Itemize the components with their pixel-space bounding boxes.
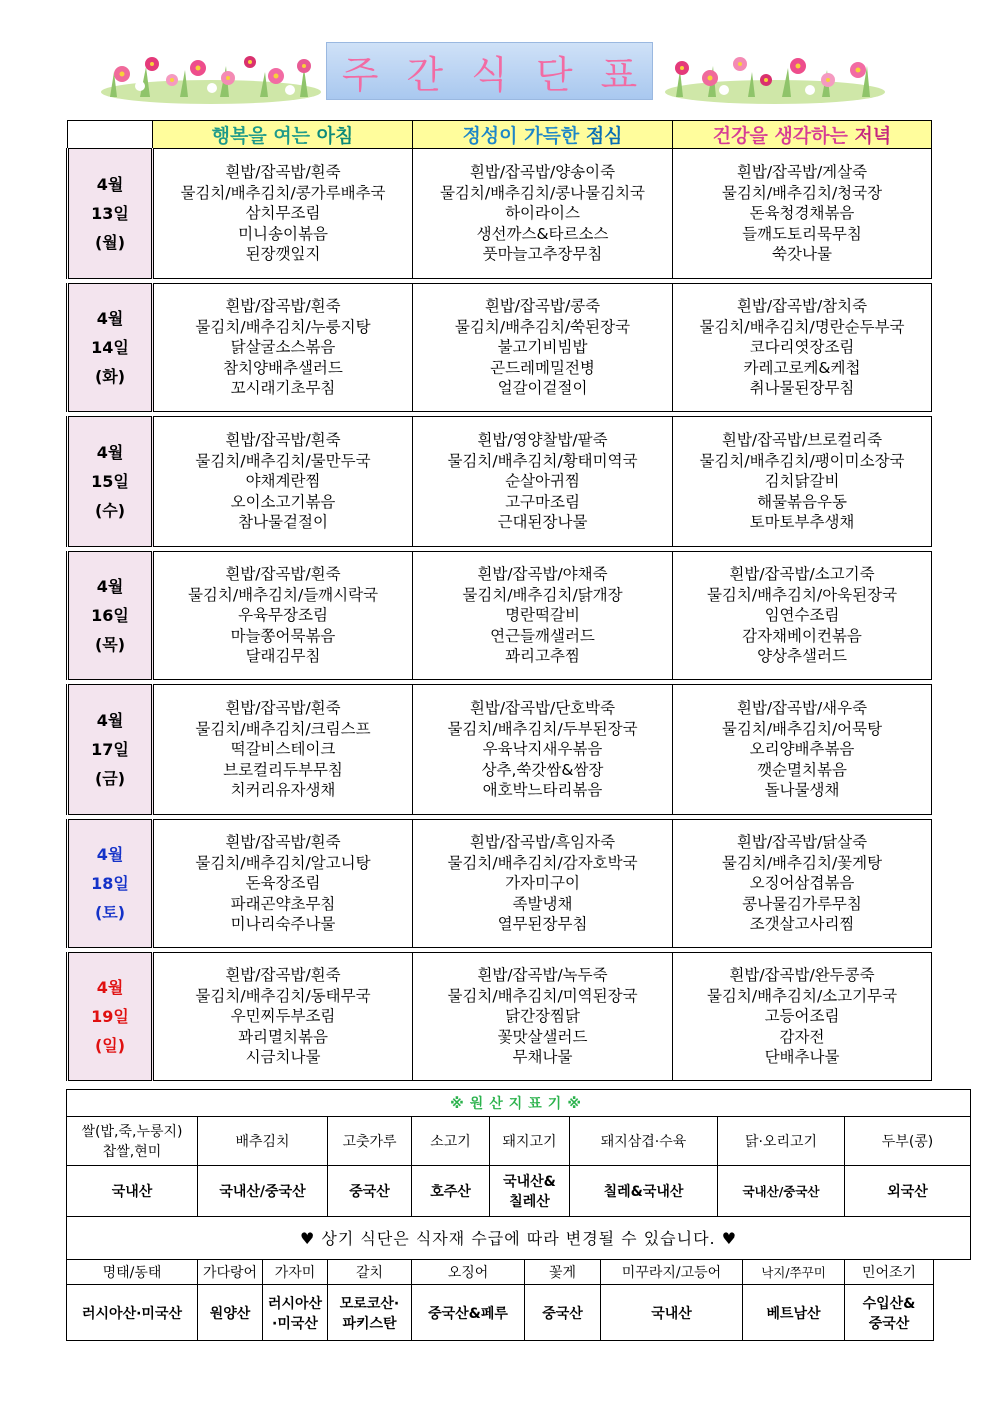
menu-item: 족발냉채 [512, 894, 573, 913]
origin-label-squid: 오징어 [412, 1259, 525, 1284]
header-dinner: 건강을 생각하는 저녁 [673, 121, 932, 149]
menu-item: 물김치/배추김치/명란순두부국 [699, 317, 905, 336]
origin-label-rice: 쌀(밥,죽,누룽지) 찹쌀,현미 [67, 1117, 198, 1166]
lunch-menu-cell [413, 685, 673, 815]
day-row [68, 552, 932, 680]
dinner-menu-cell [673, 284, 932, 412]
menu-item: 얼갈이겉절이 [497, 379, 588, 398]
menu-item: 꽃맛살샐러드 [497, 1027, 588, 1046]
menu-item: 흰밥/잡곡밥/양송이죽 [469, 163, 616, 182]
day-dow: (목) [94, 635, 126, 654]
menu-item: 물김치/배추김치/콩가루배추국 [180, 183, 386, 202]
menu-item: 흰밥/잡곡밥/소고기죽 [729, 565, 875, 584]
day-dow: (일) [94, 1036, 126, 1055]
menu-item: 우육무장조림 [238, 606, 328, 625]
menu-item: 물김치/배추김치/크림스프 [195, 719, 371, 738]
day-row [68, 685, 932, 815]
origin-title: ※원산지표기※ [67, 1090, 971, 1117]
menu-item: 감자채베이컨볶음 [742, 626, 862, 645]
origin-value-tofu: 외국산 [845, 1166, 971, 1217]
menu-item: 흰밥/잡곡밥/새우죽 [736, 699, 868, 718]
day-date: 13일 [91, 204, 129, 223]
menu-item: 카레고로케&케첩 [743, 358, 861, 377]
menu-item: 흰밥/잡곡밥/흰죽 [225, 833, 341, 852]
origin-label-kimchi: 배추김치 [198, 1117, 328, 1166]
lunch-menu-cell [413, 417, 673, 547]
menu-item: 고구마조림 [505, 492, 580, 511]
menu-item: 참나물겉절이 [238, 513, 328, 532]
menu-item: 취나물된장무침 [749, 379, 855, 398]
menu-item: 흰밥/잡곡밥/단호박죽 [469, 699, 616, 718]
breakfast-menu-cell [153, 149, 413, 279]
breakfast-menu-cell [153, 417, 413, 547]
menu-item: 닭살굴소스볶음 [230, 338, 336, 357]
origin-label-poultry: 닭·오리고기 [718, 1117, 845, 1166]
origin-label-loach-mackerel: 미꾸라지/고등어 [601, 1259, 743, 1284]
origin-value-crab: 중국산 [525, 1285, 601, 1341]
menu-item: 돌나물생채 [764, 781, 840, 800]
origin-value-pork-belly: 칠레&국내산 [570, 1166, 718, 1217]
origin-label-pork-belly: 돼지삼겹·수육 [570, 1117, 718, 1166]
breakfast-menu-cell [153, 284, 413, 412]
day-row [68, 417, 932, 547]
menu-item: 하이라이스 [505, 204, 580, 223]
origin-value-pork: 국내산& 칠레산 [490, 1166, 570, 1217]
menu-header-row [68, 121, 932, 149]
menu-item: 흰밥/잡곡밥/야채죽 [477, 565, 608, 584]
dinner-menu-cell [673, 820, 932, 948]
day-dow: (수) [94, 501, 126, 520]
origin-value-hairtail: 모로코산· 파키스탄 [328, 1285, 412, 1341]
origin-label-croaker: 민어조기 [845, 1259, 934, 1284]
menu-item: 상추,쑥갓쌈&쌈장 [481, 760, 604, 779]
menu-item: 우민찌두부조림 [230, 1007, 336, 1026]
menu-item: 흰밥/영양찰밥/팥죽 [477, 431, 608, 450]
menu-item: 브로컬리두부무침 [223, 760, 343, 779]
menu-item: 콩나물김가루무침 [742, 894, 862, 913]
breakfast-menu-cell [153, 552, 413, 680]
menu-item: 물김치/배추김치/콩나물김치국 [439, 183, 646, 202]
day-date: 16일 [91, 606, 129, 625]
origin-value-beef: 호주산 [412, 1166, 490, 1217]
menu-item: 미나리숙주나물 [230, 915, 336, 934]
day-label [68, 149, 153, 279]
menu-item: 명란떡갈비 [505, 606, 580, 625]
origin-label-hairtail: 갈치 [328, 1259, 412, 1284]
dinner-menu-cell [673, 552, 932, 680]
menu-item: 흰밥/잡곡밥/참치죽 [736, 297, 868, 316]
header-breakfast: 행복을 여는 아침 [153, 121, 413, 149]
page-title: 주간식단표 [341, 52, 666, 97]
dinner-menu-cell [673, 953, 932, 1081]
menu-item: 흰밥/잡곡밥/게살죽 [736, 163, 868, 182]
day-month: 4월 [96, 845, 124, 864]
menu-item: 파래곤약초무침 [230, 894, 336, 913]
menu-body [68, 149, 932, 1081]
breakfast-menu-cell [153, 685, 413, 815]
menu-item: 물김치/배추김치/소고기무국 [706, 986, 898, 1005]
menu-item: 물김치/배추김치/감자호박국 [447, 853, 638, 872]
day-dow: (화) [94, 367, 126, 386]
lunch-menu-cell [413, 820, 673, 948]
origin-table [66, 1089, 971, 1341]
menu-item: 생선까스&타르소스 [476, 224, 609, 243]
day-row [68, 820, 932, 948]
menu-item: 물김치/배추김치/동태무국 [195, 986, 371, 1005]
menu-item: 토마토부추생채 [749, 513, 855, 532]
day-month: 4월 [96, 711, 124, 730]
menu-item: 물김치/배추김치/들깨시락국 [187, 585, 379, 604]
day-month: 4월 [96, 175, 124, 194]
menu-item: 물김치/배추김치/물만두국 [195, 451, 371, 470]
menu-item: 떡갈비스테이크 [230, 740, 336, 759]
origin-label-pepper: 고춧가루 [328, 1117, 412, 1166]
day-row [68, 149, 932, 279]
menu-item: 코다리엿장조림 [749, 338, 855, 357]
day-dow: (금) [94, 769, 126, 788]
menu-item: 물김치/배추김치/어묵탕 [721, 719, 883, 738]
menu-item: 근대된장나물 [497, 513, 588, 532]
day-dow: (토) [94, 903, 126, 922]
menu-item: 무채나물 [512, 1048, 573, 1067]
menu-item: 애호박느타리볶음 [482, 781, 603, 800]
page-title-banner [326, 42, 666, 100]
menu-item: 열무된장무침 [497, 915, 588, 934]
menu-item: 고등어조림 [764, 1007, 840, 1026]
origin-value-pepper: 중국산 [328, 1166, 412, 1217]
header-corner [68, 121, 153, 149]
menu-item: 흰밥/잡곡밥/콩죽 [484, 297, 601, 316]
menu-item: 물김치/배추김치/알고니탕 [195, 853, 371, 872]
day-label [68, 284, 153, 412]
menu-item: 물김치/배추김치/황태미역국 [447, 451, 638, 470]
day-label [68, 953, 153, 1081]
menu-item: 닭간장찜닭 [505, 1007, 580, 1026]
menu-item: 달래김무침 [245, 647, 321, 666]
day-label [68, 417, 153, 547]
origin-label-octopus: 낙지/쭈꾸미 [743, 1259, 845, 1284]
menu-item: 양상추샐러드 [757, 647, 847, 666]
day-dow: (월) [94, 233, 126, 252]
origin-label-skipjack: 가다랑어 [198, 1259, 263, 1284]
origin-value-kimchi: 국내산/중국산 [198, 1166, 328, 1217]
origin-label-pollack: 명태/동태 [67, 1259, 198, 1284]
menu-change-notice: ♥ 상기 식단은 식자재 수급에 따라 변경될 수 있습니다. ♥ [67, 1216, 971, 1259]
menu-item: 흰밥/잡곡밥/흰죽 [225, 297, 341, 316]
menu-item: 물김치/배추김치/닭개장 [462, 585, 623, 604]
lunch-menu-cell [413, 552, 673, 680]
day-date: 15일 [91, 472, 129, 491]
menu-item: 흰밥/잡곡밥/흰죽 [225, 565, 341, 584]
origin-value-pollack: 러시아산·미국산 [67, 1285, 198, 1341]
menu-item: 물김치/배추김치/꽃게탕 [721, 853, 883, 872]
menu-item: 치커리유자생채 [230, 781, 336, 800]
menu-item: 가자미구이 [505, 874, 580, 893]
origin-label-pork: 돼지고기 [490, 1117, 570, 1166]
menu-item: 돈육장조림 [245, 874, 321, 893]
flower-decoration-right [664, 52, 886, 104]
menu-item: 마늘쫑어묵볶음 [230, 626, 336, 645]
menu-item: 물김치/배추김치/쑥된장국 [454, 317, 631, 336]
menu-item: 삼치무조림 [245, 204, 321, 223]
menu-item: 꽈리고추찜 [505, 647, 580, 666]
heart-icon: ♥ [299, 1229, 316, 1249]
day-label [68, 552, 153, 680]
day-label [68, 820, 153, 948]
menu-item: 돈육청경채볶음 [749, 204, 855, 223]
menu-item: 물김치/배추김치/두부된장국 [447, 719, 638, 738]
origin-label-flatfish: 가자미 [263, 1259, 328, 1284]
breakfast-menu-cell [153, 953, 413, 1081]
dinner-menu-cell [673, 417, 932, 547]
menu-item: 물김치/배추김치/팽이미소장국 [699, 451, 905, 470]
menu-item: 미니송이볶음 [238, 224, 328, 243]
dinner-menu-cell [673, 685, 932, 815]
menu-item: 물김치/배추김치/아욱된장국 [706, 585, 898, 604]
flower-decoration-left [100, 52, 322, 104]
day-month: 4월 [96, 443, 124, 462]
day-date: 18일 [91, 874, 129, 893]
menu-item: 야채계란찜 [245, 472, 321, 491]
day-row [68, 953, 932, 1081]
menu-item: 흰밥/잡곡밥/흑임자죽 [469, 833, 616, 852]
menu-item: 들깨도토리묵무침 [742, 224, 862, 243]
menu-item: 참치양배추샐러드 [223, 358, 343, 377]
weekly-menu-table [66, 120, 932, 1081]
breakfast-menu-cell [153, 820, 413, 948]
lunch-menu-cell [413, 953, 673, 1081]
menu-item: 연근들깨샐러드 [490, 626, 595, 645]
dinner-menu-cell [673, 149, 932, 279]
menu-item: 흰밥/잡곡밥/흰죽 [225, 699, 341, 718]
menu-item: 흰밥/잡곡밥/녹두죽 [477, 966, 608, 985]
menu-item: 해물볶음우동 [757, 492, 847, 511]
menu-item: 꽈리멸치볶음 [238, 1027, 328, 1046]
menu-item: 우육낙지새우볶음 [482, 740, 603, 759]
menu-item: 곤드레메밀전병 [490, 358, 595, 377]
menu-item: 단배추나물 [764, 1048, 840, 1067]
menu-item: 오이소고기볶음 [230, 492, 336, 511]
menu-item: 감자전 [779, 1027, 825, 1046]
day-date: 14일 [91, 338, 129, 357]
day-date: 19일 [91, 1007, 129, 1026]
day-month: 4월 [96, 978, 124, 997]
menu-item: 흰밥/잡곡밥/완두콩죽 [729, 966, 875, 985]
day-label [68, 685, 153, 815]
origin-value-croaker: 수입산& 중국산 [845, 1285, 934, 1341]
menu-item: 오징어삼겹볶음 [749, 874, 855, 893]
menu-item: 불고기비빔밥 [497, 338, 588, 357]
origin-value-octopus: 베트남산 [743, 1285, 845, 1341]
menu-item: 흰밥/잡곡밥/흰죽 [225, 163, 341, 182]
day-month: 4월 [96, 577, 124, 596]
menu-item: 시금치나물 [245, 1048, 321, 1067]
menu-item: 깻순멸치볶음 [757, 760, 847, 779]
origin-value-skipjack: 원양산 [198, 1285, 263, 1341]
menu-item: 흰밥/잡곡밥/흰죽 [225, 431, 341, 450]
header-lunch: 정성이 가득한 점심 [413, 121, 673, 149]
menu-item: 순살아귀찜 [505, 472, 580, 491]
menu-item: 김치닭갈비 [764, 472, 840, 491]
origin-value-squid: 중국산&페루 [412, 1285, 525, 1341]
day-row [68, 284, 932, 412]
origin-label-crab: 꽃게 [525, 1259, 601, 1284]
origin-value-flatfish: 러시아산 ·미국산 [263, 1285, 328, 1341]
menu-item: 꼬시래기초무침 [230, 379, 336, 398]
menu-item: 임연수조림 [764, 606, 840, 625]
lunch-menu-cell [413, 284, 673, 412]
origin-label-tofu: 두부(콩) [845, 1117, 971, 1166]
day-date: 17일 [91, 740, 129, 759]
heart-icon: ♥ [721, 1229, 738, 1249]
menu-item: 흰밥/잡곡밥/닭살죽 [736, 833, 868, 852]
origin-value-loach-mackerel: 국내산 [601, 1285, 743, 1341]
origin-value-rice: 국내산 [67, 1166, 198, 1217]
origin-value-poultry: 국내산/중국산 [718, 1166, 845, 1217]
menu-item: 흰밥/잡곡밥/브로컬리죽 [721, 431, 883, 450]
menu-item: 풋마늘고추장무침 [482, 245, 603, 264]
menu-item: 물김치/배추김치/청국장 [721, 183, 883, 202]
menu-item: 물김치/배추김치/미역된장국 [447, 986, 638, 1005]
menu-item: 흰밥/잡곡밥/흰죽 [225, 966, 341, 985]
menu-item: 오리양배추볶음 [749, 740, 855, 759]
lunch-menu-cell [413, 149, 673, 279]
menu-item: 된장깻잎지 [245, 245, 321, 264]
menu-item: 쑥갓나물 [772, 245, 832, 264]
menu-item: 물김치/배추김치/누룽지탕 [195, 317, 371, 336]
day-month: 4월 [96, 309, 124, 328]
origin-label-beef: 소고기 [412, 1117, 490, 1166]
menu-item: 조갯살고사리찜 [749, 915, 855, 934]
